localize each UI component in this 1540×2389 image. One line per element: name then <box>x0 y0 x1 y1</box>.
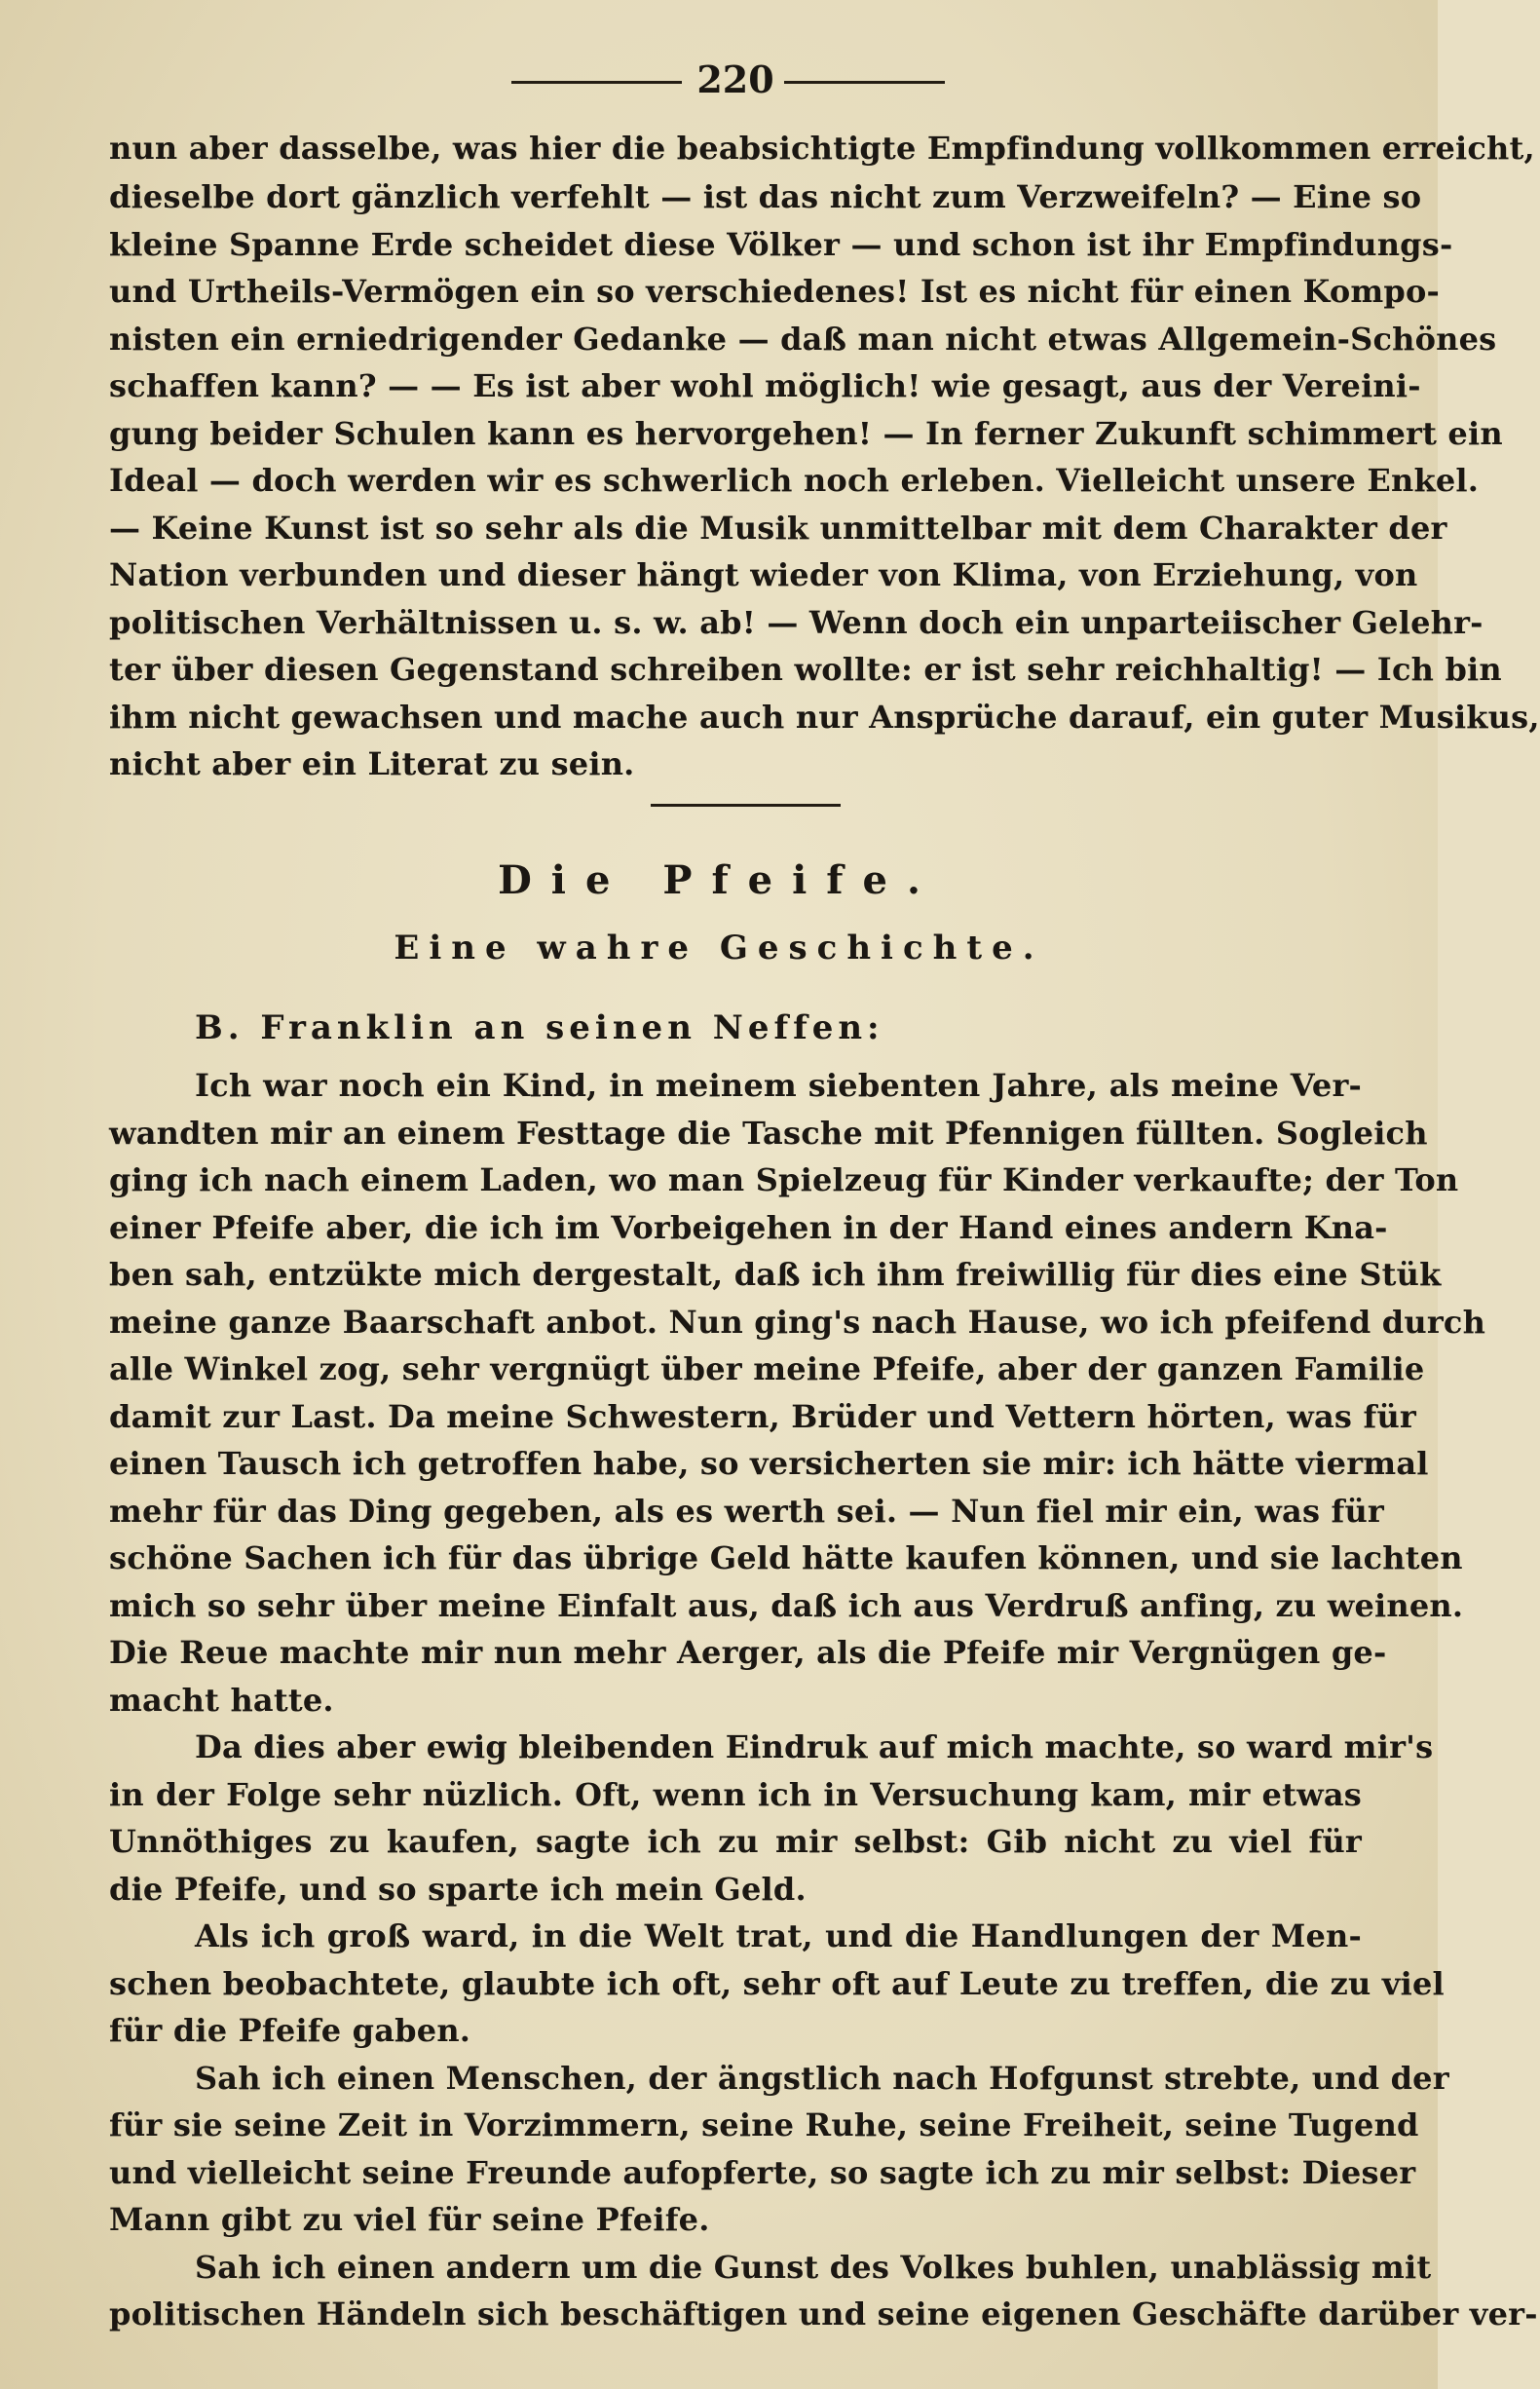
text-line: ihm nicht gewachsen und mache auch nur Ansprüche darauf, ein guter Musikus, <box>109 699 1540 736</box>
text-line: und Urtheils-Vermögen ein so verschiedenes! Ist es nicht für einen Kompo- <box>109 273 1441 310</box>
text-line: macht hatte. <box>109 1682 334 1719</box>
text-line: Ich war noch ein Kind, in meinem siebenten Jahre, als meine Ver- <box>195 1067 1362 1104</box>
text-line: Nation verbunden und dieser hängt wieder von Klima, von Erziehung, von <box>109 556 1418 593</box>
article-subtitle: Eine wahre Geschichte. <box>394 929 1044 967</box>
text-line: politischen Händeln sich beschäftigen und seine eigenen Geschäfte darüber ver- <box>109 2295 1538 2332</box>
text-line: Da dies aber ewig bleibenden Eindruk auf mich machte, so ward mir's <box>195 1728 1434 1765</box>
article-title: Die Pfeife. <box>498 857 940 903</box>
text-line: Die Reue machte mir nun mehr Aerger, als die Pfeife mir Vergnügen ge- <box>109 1634 1387 1671</box>
text-line: Sah ich einen andern um die Gunst des Volkes buhlen, unablässig mit <box>195 2249 1432 2286</box>
text-line: und vielleicht seine Freunde aufopferte, so sagte ich zu mir selbst: Dieser <box>109 2154 1416 2191</box>
text-line: Sah ich einen Menschen, der ängstlich nach Hofgunst strebte, und der <box>195 2060 1449 2097</box>
text-line: gung beider Schulen kann es hervorgehen! — In ferner Zukunft schimmert ein <box>109 415 1503 452</box>
text-line: kleine Spanne Erde scheidet diese Völker — und schon ist ihr Empfindungs- <box>109 226 1453 263</box>
text-line: einen Tausch ich getroffen habe, so versicherten sie mir: ich hätte viermal <box>109 1445 1429 1482</box>
text-line: für sie seine Zeit in Vorzimmern, seine Ruhe, seine Freiheit, seine Tugend <box>109 2106 1419 2143</box>
text-line: für die Pfeife gaben. <box>109 2012 471 2049</box>
text-line: schaffen kann? — — Es ist aber wohl möglich! wie gesagt, aus der Vereini- <box>109 367 1421 404</box>
text-line: Unnöthiges zu kaufen, sagte ich zu mir selbst: Gib nicht zu viel für <box>109 1823 1362 1860</box>
header-rule-right <box>784 81 945 84</box>
page-header <box>0 57 1438 101</box>
text-line: ben sah, entzükte mich dergestalt, daß ich ihm freiwillig für dies eine Stük <box>109 1256 1442 1293</box>
text-line: — Keine Kunst ist so sehr als die Musik unmittelbar mit dem Charakter der <box>109 510 1447 547</box>
section-divider <box>651 804 841 807</box>
text-line: schen beobachtete, glaubte ich oft, sehr oft auf Leute zu treffen, die zu viel <box>109 1965 1445 2002</box>
text-line: wandten mir an einem Festtage die Tasche mit Pfennigen füllten. Sogleich <box>109 1115 1428 1152</box>
text-line: nisten ein erniedrigender Gedanke — daß man nicht etwas Allgemein-Schönes <box>109 321 1497 358</box>
article-salutation: B. Franklin an seinen Neffen: <box>195 1008 884 1047</box>
text-line: mich so sehr über meine Einfalt aus, daß ich aus Verdruß anfing, zu weinen. <box>109 1587 1464 1624</box>
text-line: schöne Sachen ich für das übrige Geld hätte kaufen können, und sie lachten <box>109 1539 1463 1576</box>
text-line: Mann gibt zu viel für seine Pfeife. <box>109 2201 710 2238</box>
text-line: Als ich groß ward, in die Welt trat, und die Handlungen der Men- <box>195 1917 1362 1954</box>
text-line: meine ganze Baarschaft anbot. Nun ging's nach Hause, wo ich pfeifend durch <box>109 1304 1486 1341</box>
text-line: damit zur Last. Da meine Schwestern, Brüder und Vettern hörten, was für <box>109 1398 1416 1435</box>
text-line: ging ich nach einem Laden, wo man Spielzeug für Kinder verkaufte; der Ton <box>109 1161 1459 1198</box>
text-line: alle Winkel zog, sehr vergnügt über meine Pfeife, aber der ganzen Familie <box>109 1350 1425 1387</box>
text-line: nun aber dasselbe, was hier die beabsichtigte Empfindung vollkommen erreicht, <box>109 130 1535 167</box>
text-line: nicht aber ein Literat zu sein. <box>109 745 635 782</box>
text-line: mehr für das Ding gegeben, als es werth sei. — Nun fiel mir ein, was für <box>109 1493 1384 1530</box>
text-line: dieselbe dort gänzlich verfehlt — ist das nicht zum Verzweifeln? — Eine so <box>109 178 1422 215</box>
text-line: ter über diesen Gegenstand schreiben wollte: er ist sehr reichhaltig! — Ich bin <box>109 651 1502 688</box>
header-rule-left <box>511 81 682 84</box>
text-line: einer Pfeife aber, die ich im Vorbeigehen in der Hand eines andern Kna- <box>109 1209 1388 1246</box>
text-line: die Pfeife, und so sparte ich mein Geld. <box>109 1871 807 1908</box>
text-line: Ideal — doch werden wir es schwerlich noch erleben. Vielleicht unsere Enkel. <box>109 462 1480 499</box>
text-line: in der Folge sehr nüzlich. Oft, wenn ich in Versuchung kam, mir etwas <box>109 1776 1362 1813</box>
text-line: politischen Verhältnissen u. s. w. ab! — Wenn doch ein unparteiischer Gelehr- <box>109 604 1484 641</box>
page-number: 220 <box>696 57 774 101</box>
